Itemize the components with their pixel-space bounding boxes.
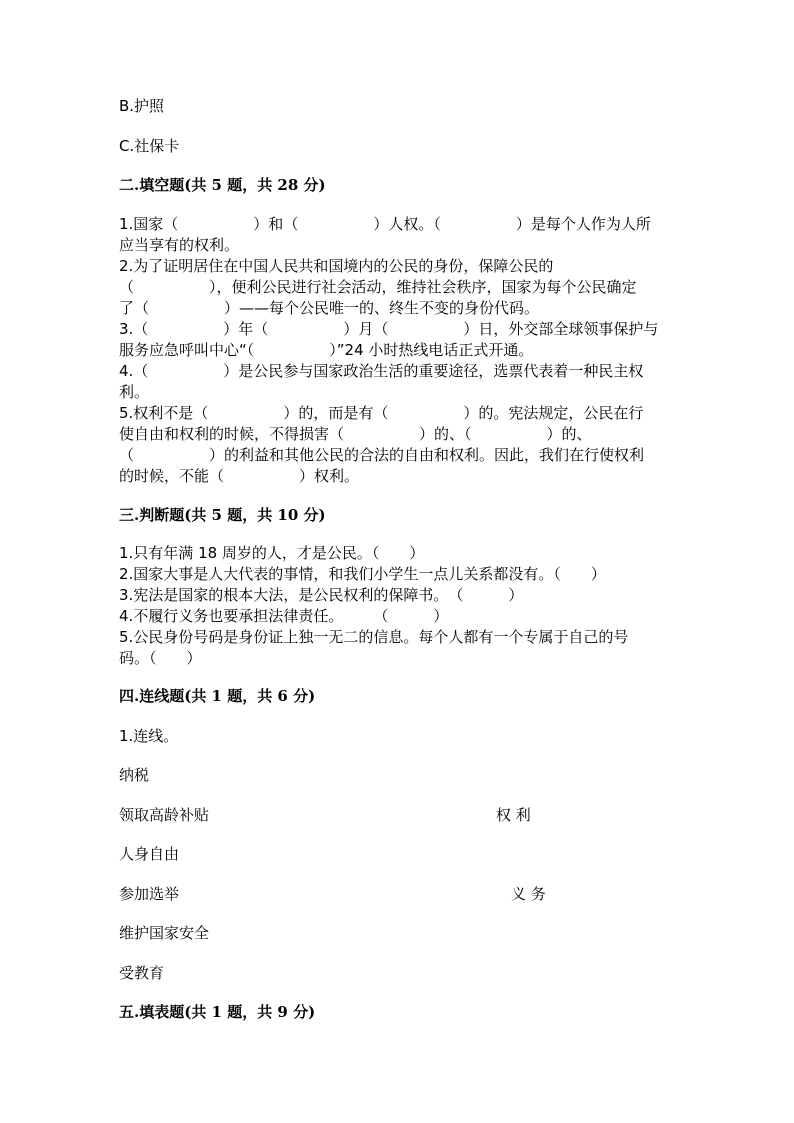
- true-false-line: 1.只有年满 18 周岁的人，才是公民。（ ）: [119, 544, 425, 562]
- section-heading-true-false: 三.判断题(共 5 题，共 10 分): [119, 506, 326, 524]
- fill-blank-line: 1.国家（ ）和（ ）人权。（ ）是每个人作为人所: [119, 215, 651, 233]
- true-false-line: 4.不履行义务也要承担法律责任。 （ ）: [119, 607, 449, 625]
- true-false-line: 2.国家大事是人大代表的事情，和我们小学生一点儿关系都没有。（ ）: [119, 565, 606, 583]
- section-heading-matching: 四.连线题(共 1 题，共 6 分): [119, 687, 316, 705]
- option-b: B.护照: [119, 97, 165, 115]
- matching-question: 1.连线。: [119, 727, 179, 745]
- fill-blank-line: 4.（ ）是公民参与国家政治生活的重要途径，选票代表着一种民主权: [119, 362, 644, 380]
- fill-blank-line: （ ），便利公民进行社会活动，维持社会秩序，国家为每个公民确定: [119, 278, 637, 296]
- true-false-line: 3.宪法是国家的根本大法，是公民权利的保障书。 （ ）: [119, 586, 524, 604]
- matching-left-item: 纳税: [119, 766, 150, 784]
- matching-left-item: 受教育: [119, 964, 165, 982]
- fill-blank-line: 2.为了证明居住在中国人民共和国境内的公民的身份，保障公民的: [119, 257, 554, 275]
- true-false-line: 码。（ ）: [119, 649, 202, 667]
- fill-blank-line: 3.（ ）年（ ）月（ ）日，外交部全球领事保护与: [119, 320, 659, 338]
- fill-blank-line: 利。: [119, 383, 150, 401]
- fill-blank-line: 了（ ）——每个公民唯一的、终生不变的身份代码。: [119, 299, 540, 317]
- fill-blank-line: 使自由和权利的时候，不得损害（ ）的、（ ）的、: [119, 425, 592, 443]
- matching-right-item: 权 利: [496, 806, 531, 824]
- option-c: C.社保卡: [119, 137, 180, 155]
- fill-blank-line: （ ）的利益和其他公民的合法的自由和权利。因此，我们在行使权利: [119, 446, 645, 464]
- section-heading-fill-table: 五.填表题(共 1 题，共 9 分): [119, 1003, 316, 1021]
- true-false-line: 5.公民身份号码是身份证上独一无二的信息。每个人都有一个专属于自己的号: [119, 628, 629, 646]
- fill-blank-line: 5.权利不是（ ）的，而是有（ ）的。宪法规定，公民在行: [119, 404, 644, 422]
- fill-blank-line: 应当享有的权利。: [119, 236, 240, 254]
- matching-right-item: 义 务: [511, 885, 546, 903]
- matching-left-item: 领取高龄补贴: [119, 806, 210, 824]
- section-heading-fill-blank: 二.填空题(共 5 题，共 28 分): [119, 176, 326, 194]
- fill-blank-line: 的时候，不能（ ）权利。: [119, 467, 360, 485]
- matching-left-item: 人身自由: [119, 845, 180, 863]
- matching-left-item: 维护国家安全: [119, 924, 210, 942]
- matching-left-item: 参加选举: [119, 885, 180, 903]
- fill-blank-line: 服务应急呼叫中心“（ ）”24 小时热线电话正式开通。: [119, 341, 534, 359]
